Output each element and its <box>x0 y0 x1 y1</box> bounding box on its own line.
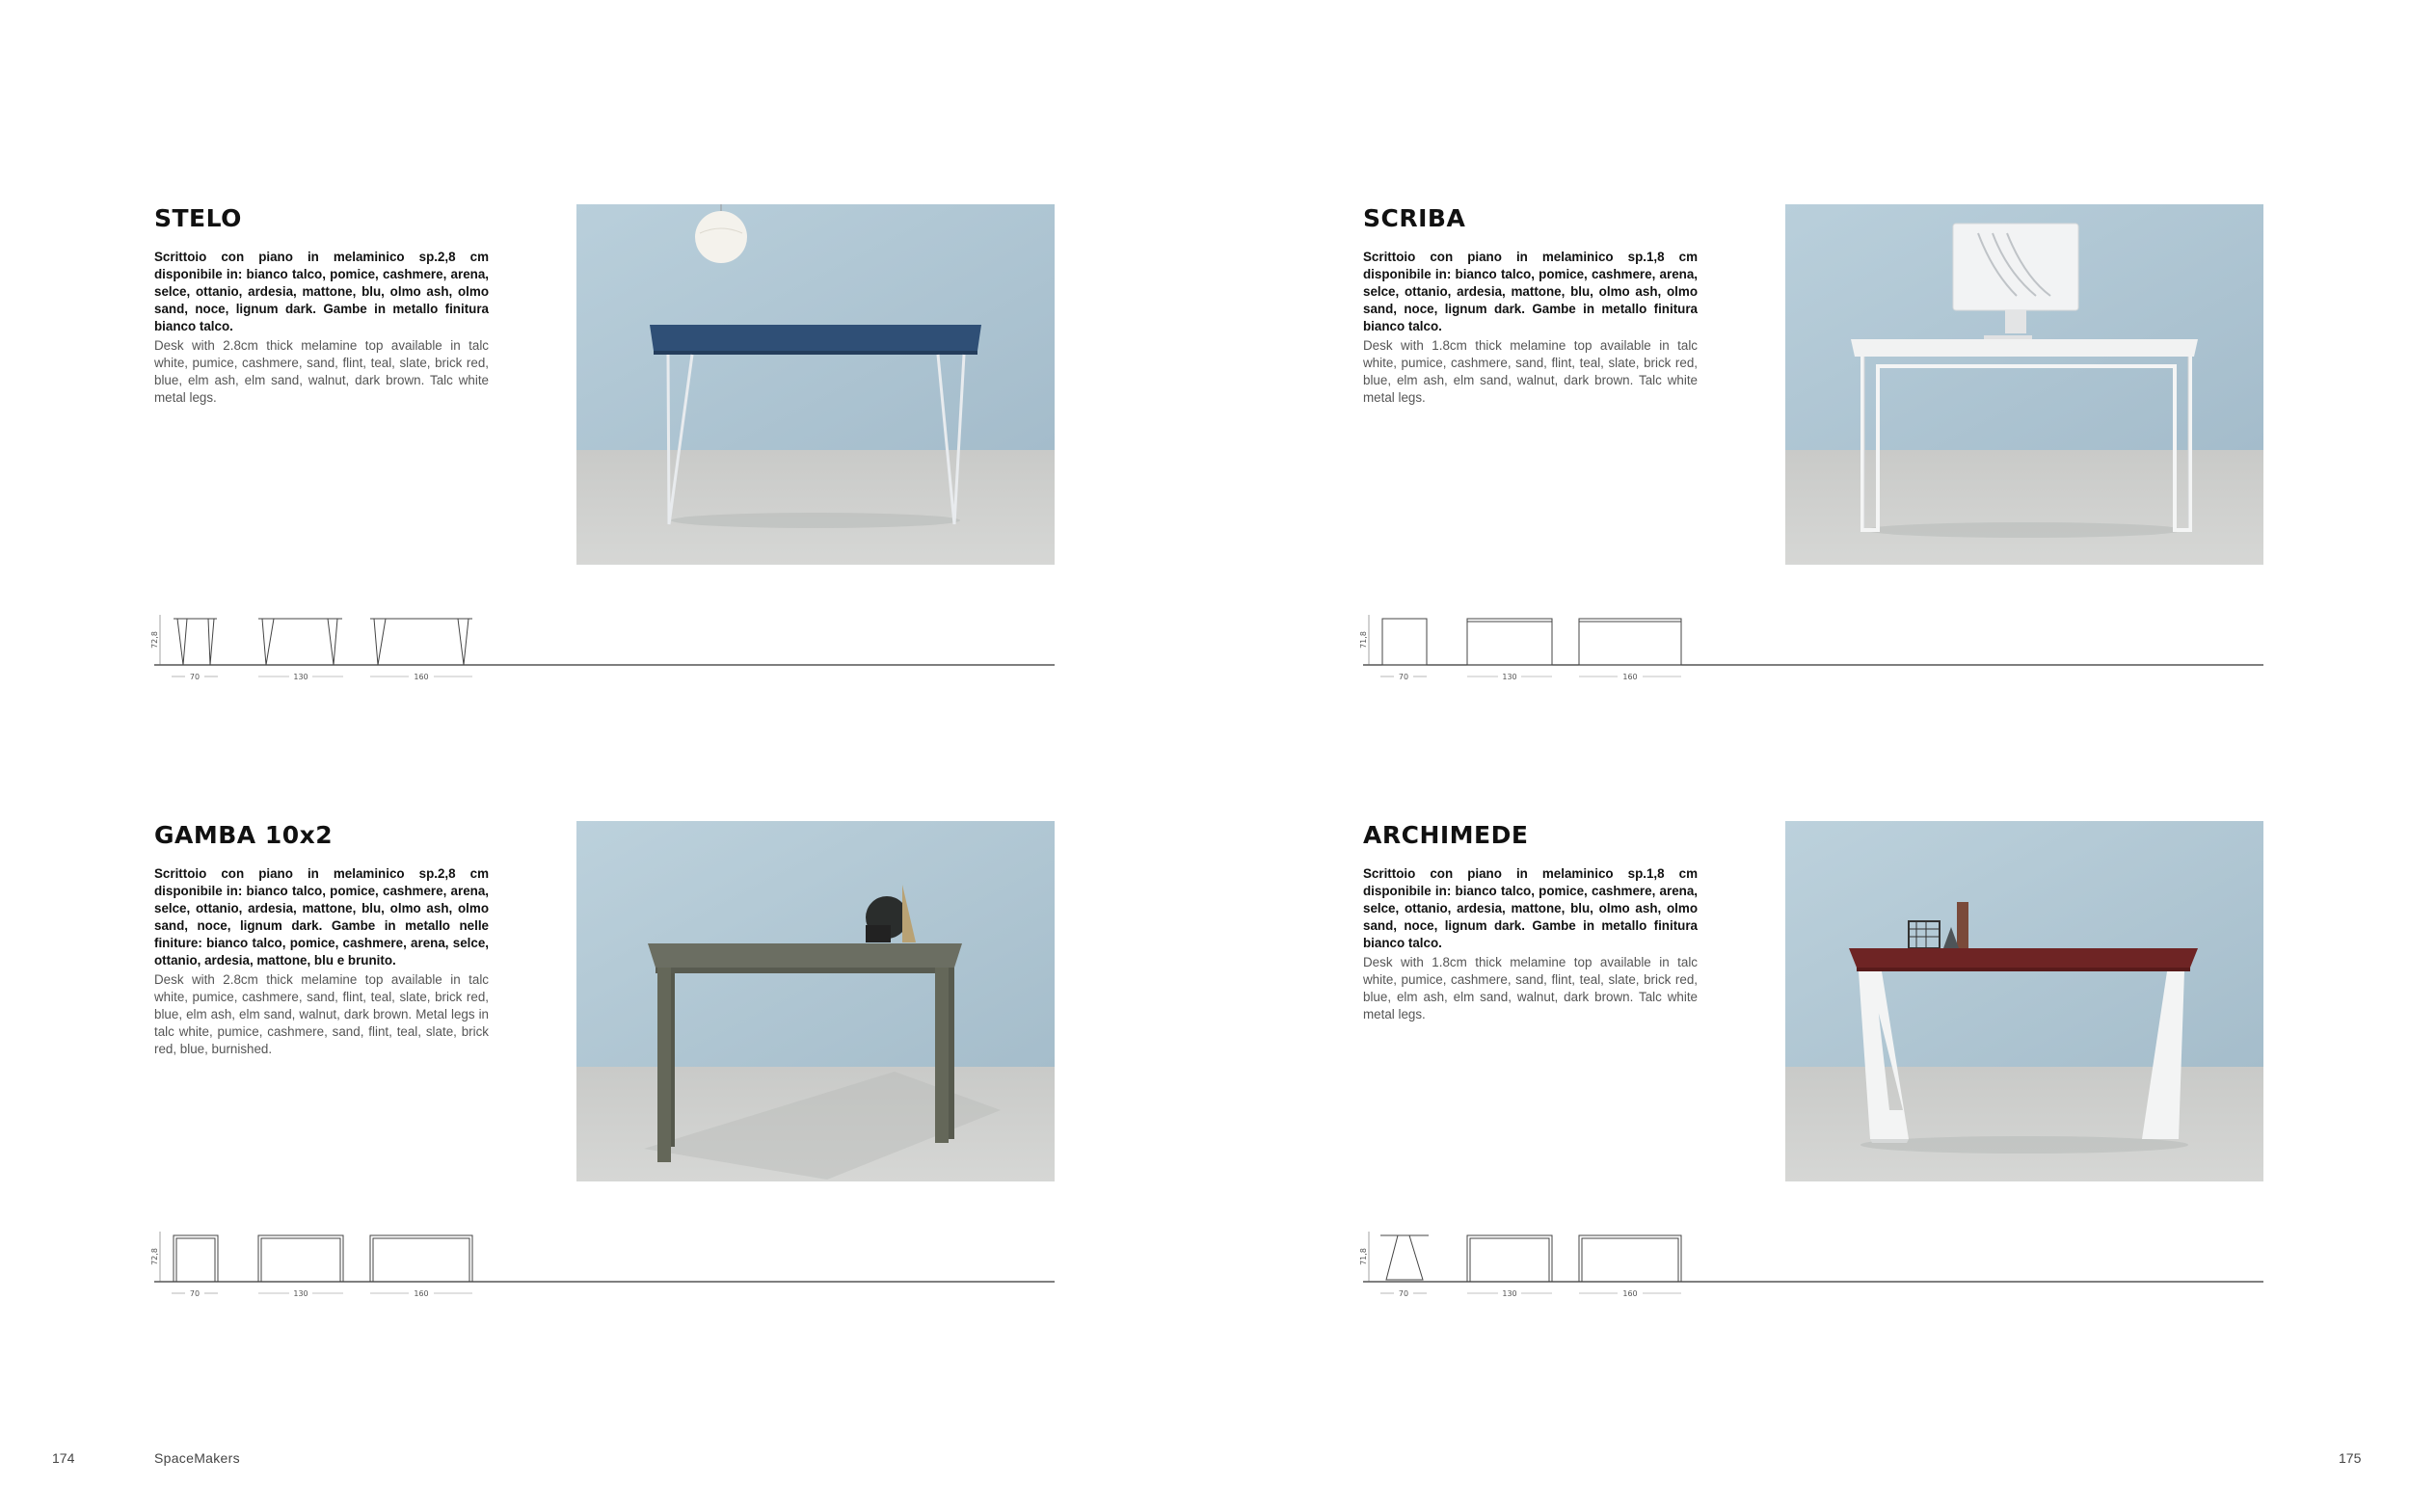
dimension-drawings <box>1359 605 2263 681</box>
dimension-drawings <box>1359 1222 2263 1298</box>
product-title: STELO <box>154 204 242 232</box>
product-photo <box>1785 204 2263 565</box>
height-label: 71,8 <box>1359 631 1368 649</box>
gamba-desk-image <box>576 821 1055 1181</box>
scriba-dimensions <box>1359 605 2263 681</box>
width-label-130: 130 <box>293 673 308 681</box>
product-photo <box>1785 821 2263 1181</box>
description-english: Desk with 1.8cm thick melamine top available in talc white, pumice, cashmere, sand, flint, teal, slate, brick red, blue, elm ash, elm sand, walnut, dark brown. Talc white metal legs. <box>1363 955 1698 1021</box>
width-label-130: 130 <box>1502 1289 1517 1298</box>
width-label-130: 130 <box>293 1289 308 1298</box>
height-label: 71,8 <box>1359 1248 1368 1265</box>
description-italian: Scrittoio con piano in melaminico sp.1,8 cm disponibile in: bianco talco, pomice, cashmere, arena, selce, ottanio, ardesia, mattone, blu, olmo ash, olmo sand, noce, lignum dark. Gambe in metallo finitura bianco talco. <box>1363 250 1698 333</box>
dimension-drawings <box>150 605 1055 681</box>
width-label-160: 160 <box>414 1289 429 1298</box>
brand-name: SpaceMakers <box>154 1450 240 1466</box>
width-label-70: 70 <box>189 673 201 681</box>
desk-top <box>650 325 981 351</box>
description-italian: Scrittoio con piano in melaminico sp.1,8 cm disponibile in: bianco talco, pomice, cashmere, arena, selce, ottanio, ardesia, mattone, blu, olmo ash, olmo sand, noce, lignum dark. Gambe in metallo finitura bianco talco. <box>1363 866 1698 950</box>
page-number-right: 175 <box>2339 1450 2362 1466</box>
scriba-desk-image <box>1785 204 2263 565</box>
width-label-130: 130 <box>1502 673 1517 681</box>
height-label: 72,8 <box>150 1248 159 1265</box>
width-label-160: 160 <box>414 673 429 681</box>
description-english: Desk with 1.8cm thick melamine top available in talc white, pumice, cashmere, sand, flint, teal, slate, brick red, blue, elm ash, elm sand, walnut, dark brown. Talc white metal legs. <box>1363 338 1698 405</box>
product-scriba <box>1359 204 2269 744</box>
product-description <box>1363 249 1698 407</box>
description-italian: Scrittoio con piano in melaminico sp.2,8 cm disponibile in: bianco talco, pomice, cashmere, arena, selce, ottanio, ardesia, mattone, blu, olmo ash, olmo sand, noce, lignum dark. Gambe in metallo nelle finiture: bianco talco, pomice, cashmere, arena, selce, ottanio, ardesia, mattone, blu e brunito. <box>154 866 489 968</box>
archimede-dimensions <box>1359 1222 2263 1298</box>
product-description <box>154 249 489 407</box>
product-gamba-10x2 <box>150 821 1060 1361</box>
stelo-dimensions <box>150 605 1055 681</box>
product-title: ARCHIMEDE <box>1363 821 1529 849</box>
product-title: GAMBA 10x2 <box>154 821 334 849</box>
desk-top <box>1851 339 2198 357</box>
product-stelo <box>150 204 1060 744</box>
archimede-desk-image <box>1785 821 2263 1181</box>
stelo-desk-image <box>576 204 1055 565</box>
page-number-left: 174 <box>52 1450 75 1466</box>
gamba-dimensions <box>150 1222 1055 1298</box>
description-italian: Scrittoio con piano in melaminico sp.2,8 cm disponibile in: bianco talco, pomice, cashmere, arena, selce, ottanio, ardesia, mattone, blu, olmo ash, olmo sand, noce, lignum dark. Gambe in metallo finitura bianco talco. <box>154 250 489 333</box>
height-label: 72,8 <box>150 631 159 649</box>
product-description <box>154 865 489 1058</box>
product-archimede <box>1359 821 2269 1361</box>
width-label-160: 160 <box>1622 673 1638 681</box>
desk-top <box>648 943 962 968</box>
description-english: Desk with 2.8cm thick melamine top available in talc white, pumice, cashmere, sand, flint, teal, slate, brick red, blue, elm ash, elm sand, walnut, dark brown. Talc white metal legs. <box>154 338 489 405</box>
product-photo <box>576 204 1055 565</box>
width-label-70: 70 <box>189 1289 201 1298</box>
width-label-70: 70 <box>1398 673 1409 681</box>
desk-top <box>1849 948 2198 968</box>
dimension-drawings <box>150 1222 1055 1298</box>
product-photo <box>576 821 1055 1181</box>
product-description <box>1363 865 1698 1023</box>
width-label-160: 160 <box>1622 1289 1638 1298</box>
product-title: SCRIBA <box>1363 204 1466 232</box>
description-english: Desk with 2.8cm thick melamine top available in talc white, pumice, cashmere, sand, flint, teal, slate, brick red, blue, elm ash, elm sand, walnut, dark brown. Metal legs in talc white, pumice, cashmere, sand, flint, teal, slate, brick red, blue, burnished. <box>154 972 489 1056</box>
width-label-70: 70 <box>1398 1289 1409 1298</box>
